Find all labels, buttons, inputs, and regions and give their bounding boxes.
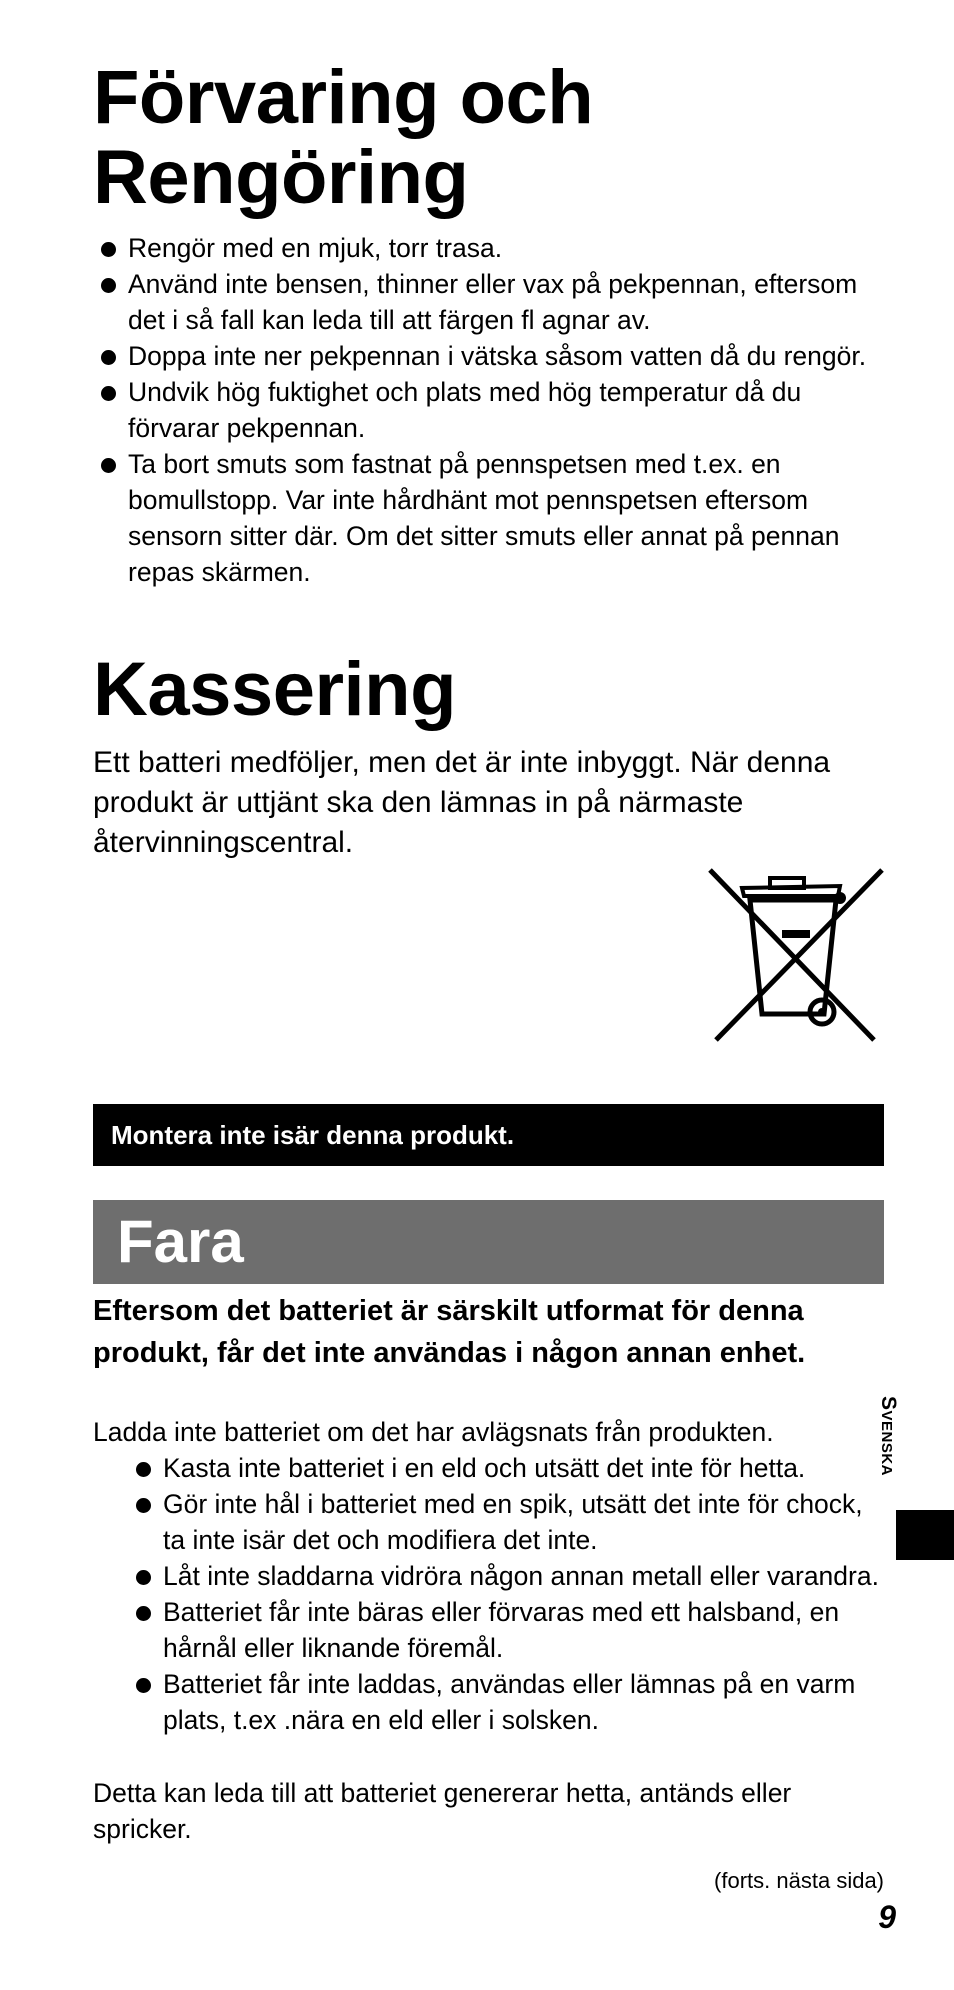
- storage-list: [93, 230, 883, 590]
- danger-intro-text: Ladda inte batteriet om det har avlägsnats från produkten.: [93, 1417, 774, 1447]
- list-item: Rengör med en mjuk, torr trasa.: [93, 230, 883, 266]
- disposal-text: Ett batteri medföljer, men det är inte inbyggt. När denna produkt är uttjänt ska den lämnas in på närmaste återvinningscentral.: [93, 746, 831, 859]
- danger-outro-text: Detta kan leda till att batteriet genererar hetta, antänds eller spricker.: [93, 1778, 792, 1844]
- list-item: Doppa inte ner pekpennan i vätska såsom vatten då du rengör.: [93, 338, 883, 374]
- language-tab-marker: [896, 1510, 954, 1560]
- list-item: Batteriet får inte laddas, användas eller lämnas på en varm plats, t.ex .nära en eld eller i solsken.: [128, 1666, 888, 1738]
- list-item: Ta bort smuts som fastnat på pennspetsen med t.ex. en bomullstopp. Var inte hårdhänt mot pennspetsen eftersom sensorn sitter där. Om det sitter smuts eller annat på pennan repas skärmen.: [93, 446, 883, 590]
- danger-list: [128, 1450, 888, 1738]
- list-item: Batteriet får inte bäras eller förvaras med ett halsband, en hårnål eller liknande föremål.: [128, 1594, 888, 1666]
- list-item: Undvik hög fuktighet och plats med hög temperatur då du förvarar pekpennan.: [93, 374, 883, 446]
- list-item: Låt inte sladdarna vidröra någon annan metall eller varandra.: [128, 1558, 888, 1594]
- language-tab-label: Svenska: [877, 1396, 900, 1477]
- page-number: 9: [878, 1899, 896, 1935]
- danger-heading: Fara: [93, 1200, 884, 1284]
- list-item: Kasta inte batteriet i en eld och utsätt det inte för hetta.: [128, 1450, 888, 1486]
- list-item: Använd inte bensen, thinner eller vax på pekpennan, eftersom det i så fall kan leda till att färgen fl agnar av.: [93, 266, 883, 338]
- continued-note: (forts. nästa sida): [714, 1868, 884, 1893]
- disposal-heading: Kassering: [93, 647, 456, 732]
- crossed-out-wheelie-bin-icon: [704, 866, 886, 1044]
- list-item: Gör inte hål i batteriet med en spik, utsätt det inte för chock, ta inte isär det och modifiera det inte.: [128, 1486, 888, 1558]
- danger-lead-text: Eftersom det batteriet är särskilt utformat för denna produkt, får det inte användas i någon annan enhet.: [93, 1295, 806, 1369]
- warning-banner: Montera inte isär denna produkt.: [93, 1104, 884, 1166]
- storage-heading: Förvaring och Rengöring: [93, 55, 594, 220]
